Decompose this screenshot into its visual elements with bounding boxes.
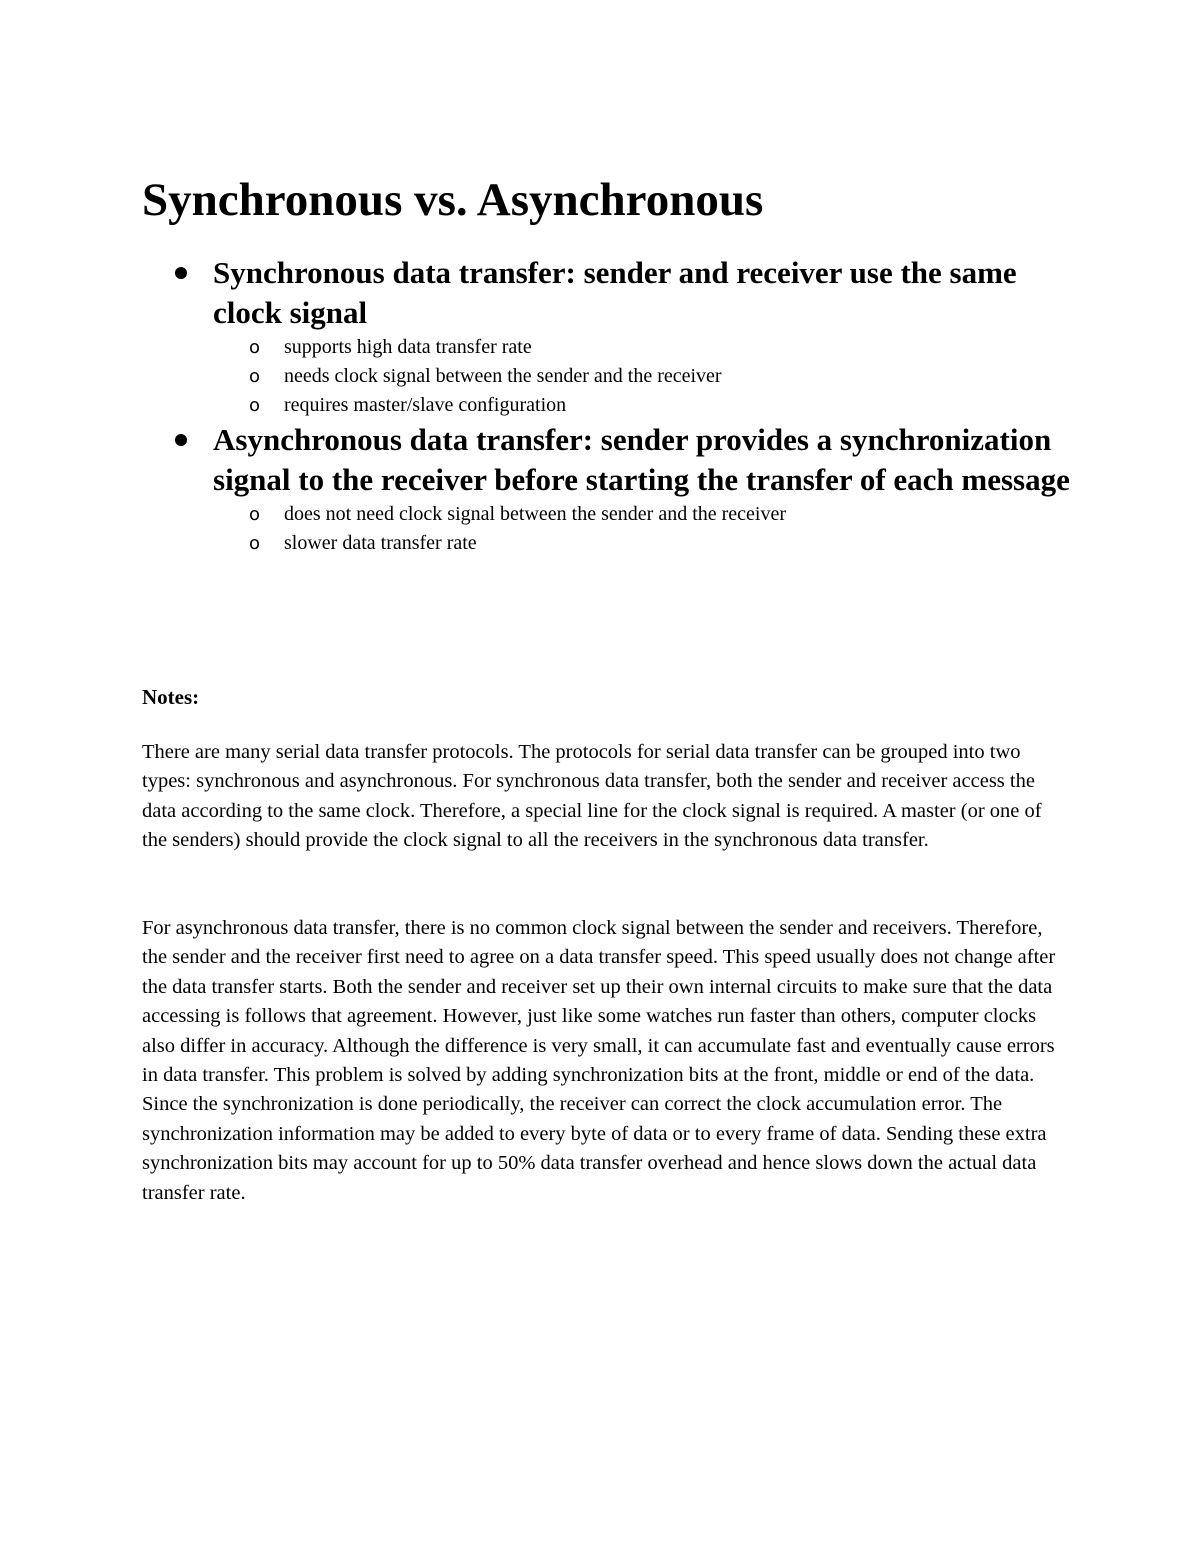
sub-item [213, 500, 1072, 529]
sub-item [213, 333, 1072, 362]
sub-list [213, 500, 1072, 558]
sub-item [213, 362, 1072, 391]
sub-item [213, 391, 1072, 420]
sub-list [213, 333, 1072, 420]
sub-item-text: supports high data transfer rate [284, 336, 532, 358]
circle-bullet-icon: o [249, 533, 261, 554]
bullet-synchronous [142, 253, 1072, 420]
bullet-asynchronous [142, 420, 1072, 558]
sub-item-text: does not need clock signal between the sender and the receiver [284, 503, 787, 525]
bullet-heading: Asynchronous data transfer: sender provides a synchronization signal to the receiver before starting the transfer of each message [213, 422, 1070, 497]
bullet-dot-icon [175, 267, 187, 279]
circle-bullet-icon: o [249, 395, 261, 416]
notes-paragraph: For asynchronous data transfer, there is no common clock signal between the sender and receivers. Therefore, the sender and the receiver first need to agree on a data transfer speed. This speed usually does not change after the data transfer starts. Both the sender and receiver set up their own internal circuits to make sure that the data accessing is follows that agreement. However, just like some watches run faster than others, computer clocks also differ in accuracy. Although the difference is very small, it can accumulate fast and eventually cause errors in data transfer. This problem is solved by adding synchronization bits at the front, middle or end of the data. Since the synchronization is done periodically, the receiver can correct the clock accumulation error. The synchronization information may be added to every byte of data or to every frame of data. Sending these extra synchronization bits may account for up to 50% data transfer overhead and hence slows down the actual data transfer rate. [142, 917, 1056, 1204]
sub-item-text: requires master/slave configuration [284, 394, 567, 416]
circle-bullet-icon: o [249, 337, 261, 358]
sub-item [213, 529, 1072, 558]
bullet-heading: Synchronous data transfer: sender and receiver use the same clock signal [213, 255, 1017, 330]
sub-item-text: slower data transfer rate [284, 532, 477, 554]
circle-bullet-icon: o [249, 504, 261, 525]
page-title: Synchronous vs. Asynchronous [142, 174, 764, 226]
bullet-list [142, 253, 1072, 558]
circle-bullet-icon: o [249, 366, 261, 387]
sub-item-text: needs clock signal between the sender and the receiver [284, 365, 722, 387]
notes-heading: Notes: [142, 685, 200, 709]
notes-paragraph: There are many serial data transfer protocols. The protocols for serial data transfer can be grouped into two types: synchronous and asynchronous. For synchronous data transfer, both the sender and receiver access the data according to the same clock. Therefore, a special line for the clock signal is required. A master (or one of the senders) should provide the clock signal to all the receivers in the synchronous data transfer. [142, 741, 1042, 852]
bullet-dot-icon [175, 434, 187, 446]
